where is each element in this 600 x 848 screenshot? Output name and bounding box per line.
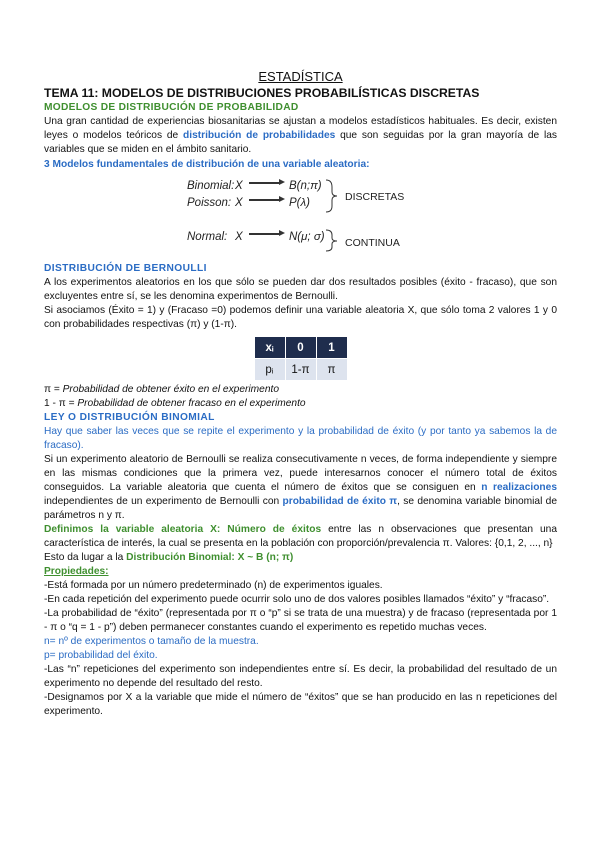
definition-success: π = Probabilidad de obtener éxito en el experimento	[44, 384, 279, 395]
bernoulli-paragraph-1: A los experimentos aleatorios en los que sólo se pueden dar dos resultados posibles (éxito - fracaso), que son excluyentes entre sí, se les denomina experimentos de Bernoulli.	[44, 277, 557, 302]
section-heading-binomial: LEY O DISTRIBUCIÓN BINOMIAL	[44, 412, 215, 423]
brace-icons	[324, 178, 344, 254]
note-n: n= nº de experimentos o tamaño de la muestra.	[44, 636, 259, 647]
binomial-paragraph-3: Esto da lugar a la Distribución Binomial: X ~ B (n; π)	[44, 552, 294, 563]
normal-row: Normal: X N(μ; σ)	[187, 231, 325, 243]
section-heading-bernoulli: DISTRIBUCIÓN DE BERNOULLI	[44, 263, 207, 274]
bernoulli-paragraph-2: Si asociamos (Éxito = 1) y (Fracaso =0) podemos definir una variable aleatoria X, que sólo toma 2 valores 1 y 0 con probabilidades respectivas (π) y (1-π).	[44, 305, 557, 330]
page-title: ESTADÍSTICA	[258, 69, 343, 84]
arrow-icon	[249, 233, 281, 235]
intro-paragraph: Una gran cantidad de experiencias biosanitarias se ajustan a modelos estadísticos habituales. Es decir, existen leyes o modelos teóricos de distribución de probabilidades que son seguidas por la gran mayoría de las variables que se miden en el ámbito sanitario.	[44, 116, 557, 155]
continua-label: CONTINUA	[345, 237, 400, 249]
arrow-icon	[249, 182, 281, 184]
table-header-cell: 1	[316, 337, 347, 359]
topic-heading: TEMA 11: MODELOS DE DISTRIBUCIONES PROBABILÍSTICAS DISCRETAS	[44, 86, 480, 100]
arrow-icon	[249, 199, 281, 201]
binomial-paragraph-2: Definimos la variable aleatoria X: Número de éxitos entre las n observaciones que presentan una característica de interés, la cual se presenta en la población con proporción/prevalencia π. Valores: {0,1, 2, ..., n}	[44, 524, 557, 549]
definition-failure: 1 - π = Probabilidad de obtener fracaso en el experimento	[44, 398, 306, 409]
table-cell: π	[316, 359, 347, 381]
property-2: -En cada repetición del experimento puede ocurrir solo uno de dos valores posibles llamados “éxito” y “fracaso”.	[44, 594, 550, 605]
binomial-paragraph-1: Si un experimento aleatorio de Bernoulli se realiza consecutivamente n veces, de forma independiente y siempre en las mismas condiciones que la primera vez, puede interesarnos conocer el número total de éxitos conseguidos. La variable aleatoria que cuenta el número de éxitos que se consiguen en n realizaciones independientes de un experimento de Bernoulli con probabilidad de éxito π, se denomina variable binomial de parámetros n y π.	[44, 454, 558, 521]
distributions-diagram	[44, 174, 557, 260]
property-3: -La probabilidad de “éxito” (representada por π o “p” si se trata de una muestra) y de fracaso (representada por 1 - π o “q = 1 - p”) deben permanecer constantes cuando el experimento es repetido muchas veces.	[44, 608, 557, 633]
binomial-intro: Hay que saber las veces que se repite el experimento y la probabilidad de éxito (y por tanto ya sabemos la de fracaso).	[44, 426, 557, 451]
table-cell: 1-π	[285, 359, 316, 381]
binomial-row: Binomial:X B(n;π)	[187, 180, 322, 192]
highlight-distribution: distribución de probabilidades	[183, 130, 336, 141]
models-heading: 3 Modelos fundamentales de distribución de una variable aleatoria:	[44, 159, 370, 170]
discretas-label: DISCRETAS	[345, 191, 405, 203]
properties-heading: Propiedades:	[44, 566, 109, 577]
property-5: -Designamos por X a la variable que mide el número de “éxitos” que se han producido en las n repeticiones del experimento.	[44, 692, 557, 717]
document-page	[44, 70, 557, 719]
table-cell: pᵢ	[254, 359, 285, 381]
poisson-row: Poisson: X P(λ)	[187, 197, 310, 209]
section-heading-models: MODELOS DE DISTRIBUCIÓN DE PROBABILIDAD	[44, 102, 299, 113]
note-p: p= probabilidad del éxito.	[44, 650, 158, 661]
property-4: -Las “n” repeticiones del experimento son independientes entre sí. Es decir, la probabilidad del resultado de un experimento no depende del resultado del resto.	[44, 664, 557, 689]
property-1: -Está formada por un número predeterminado (n) de experimentos iguales.	[44, 580, 383, 591]
table-header-cell: xᵢ	[254, 337, 285, 359]
table-header-cell: 0	[285, 337, 316, 359]
bernoulli-table	[254, 336, 348, 381]
